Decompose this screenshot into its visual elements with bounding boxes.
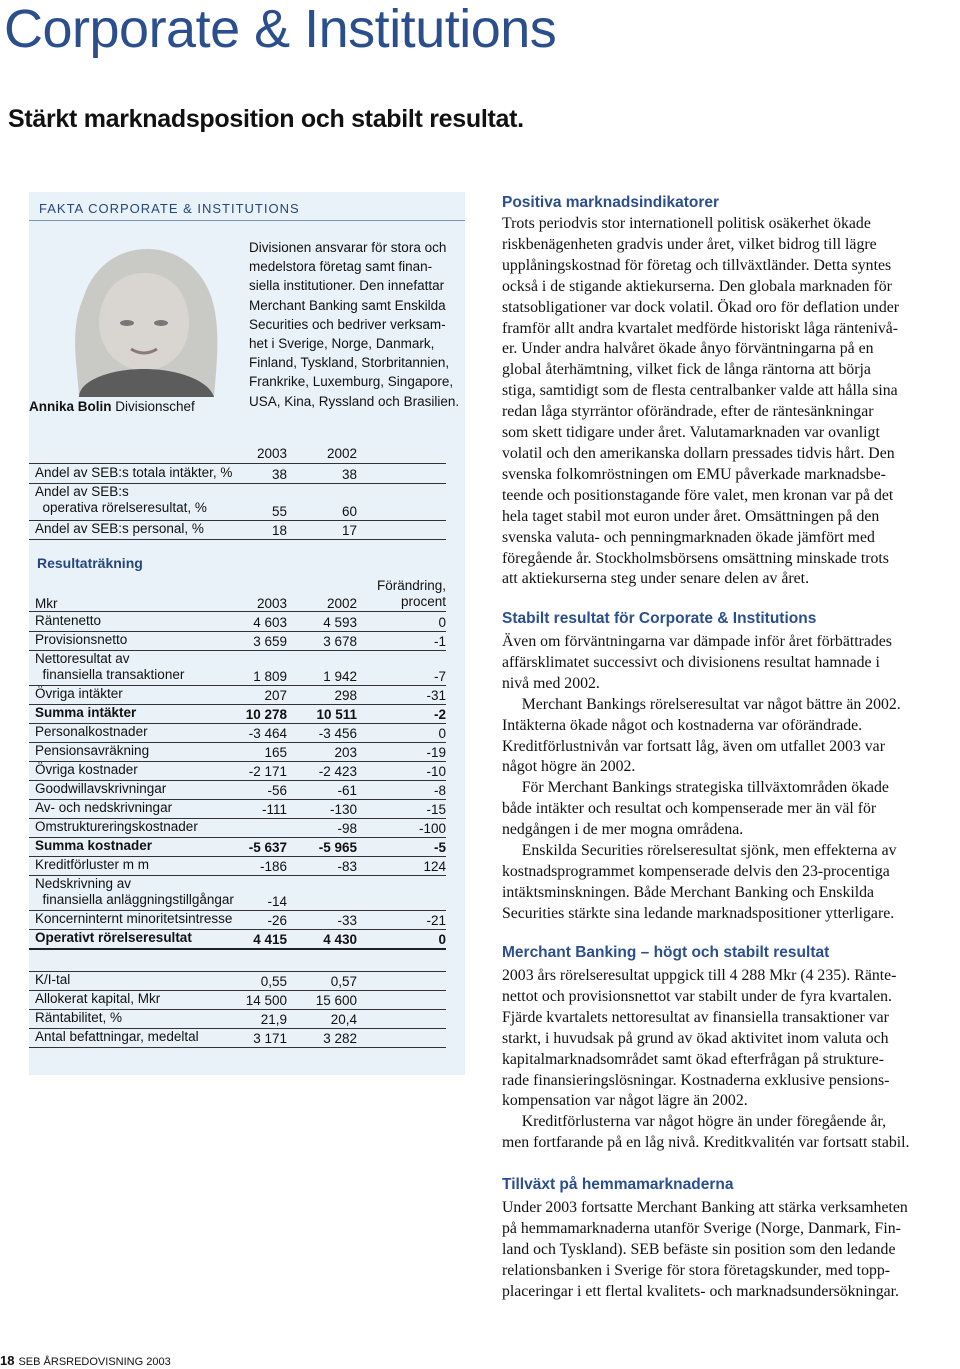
value-2003: 10 278 bbox=[245, 707, 287, 722]
value-2003: -2 171 bbox=[248, 764, 287, 779]
change-percent: -5 bbox=[433, 840, 446, 855]
value-2002: -130 bbox=[329, 802, 357, 817]
fact-box-heading: FAKTA CORPORATE & INSTITUTIONS bbox=[39, 201, 300, 216]
value-2003: 4 603 bbox=[253, 615, 287, 630]
value-2003: 3 171 bbox=[253, 1031, 287, 1046]
section-heading: Merchant Banking – högt och stabilt resultat bbox=[502, 944, 830, 961]
portrait-role: Divisionschef bbox=[115, 399, 195, 414]
row-label: Övriga intäkter bbox=[35, 686, 123, 701]
col-header-2002: 2002 bbox=[326, 446, 357, 461]
change-percent: -8 bbox=[433, 783, 446, 798]
value-2003: 4 415 bbox=[253, 932, 287, 947]
row-label: Summa kostnader bbox=[35, 838, 153, 853]
income-table-row bbox=[29, 876, 446, 910]
row-label: Nedskrivning av finansiella anläggningstillgångar bbox=[35, 876, 234, 907]
income-table-row bbox=[29, 632, 446, 650]
value-2002: 203 bbox=[334, 745, 357, 760]
row-label: Kreditförluster m m bbox=[35, 857, 150, 872]
value-2002: 60 bbox=[341, 504, 357, 519]
value-2002: 15 600 bbox=[315, 993, 357, 1008]
income-table-row bbox=[29, 762, 446, 780]
footer-text: SEB ÅRSREDOVISNING 2003 bbox=[18, 1356, 171, 1368]
change-percent: -1 bbox=[433, 634, 446, 649]
row-label: Pensionsavräkning bbox=[35, 743, 150, 758]
page-number: 18 bbox=[0, 1353, 15, 1368]
income-table-row bbox=[29, 838, 446, 856]
value-2002: 20,4 bbox=[330, 1012, 357, 1027]
income-table-row bbox=[29, 613, 446, 631]
row-label: Allokerat kapital, Mkr bbox=[35, 991, 161, 1006]
value-2002: -98 bbox=[337, 821, 357, 836]
page-footer bbox=[0, 1353, 171, 1368]
change-percent: -10 bbox=[426, 764, 446, 779]
value-2002: 10 511 bbox=[316, 707, 357, 722]
row-label: Andel av SEB:s personal, % bbox=[35, 521, 204, 536]
value-2003: -5 637 bbox=[248, 840, 287, 855]
row-label: Övriga kostnader bbox=[35, 762, 138, 777]
value-2002: -33 bbox=[337, 913, 357, 928]
value-2002: 17 bbox=[341, 523, 357, 538]
row-label: Goodwillavskrivningar bbox=[35, 781, 167, 796]
section-body: Under 2003 fortsatte Merchant Banking att stärka verksamheten på hemmamarknaderna utanför Sverige (Norge, Danmark, Fin- land och Tyskland). SEB befäste sin position som den ledande relationsbanken i Sverige för stora företagskunder, med topp- placeringar i ett flertal kvalitets- och marknadsundersökningar. bbox=[502, 1199, 908, 1300]
fact-box bbox=[29, 192, 465, 1075]
col-header-2002: 2002 bbox=[326, 596, 357, 611]
value-2003: 3 659 bbox=[253, 634, 287, 649]
portrait-name: Annika Bolin bbox=[29, 399, 112, 414]
value-2003: 55 bbox=[271, 504, 287, 519]
value-2002: 0,57 bbox=[330, 974, 357, 989]
value-2003: -111 bbox=[261, 802, 287, 817]
table-rule bbox=[29, 1047, 446, 1048]
key-figures-row bbox=[29, 1010, 446, 1028]
row-label: Omstruktureringskostnader bbox=[35, 819, 198, 834]
value-2003: 14 500 bbox=[245, 993, 287, 1008]
value-2002: -5 965 bbox=[318, 840, 357, 855]
income-table-row bbox=[29, 724, 446, 742]
value-2002: 4 430 bbox=[323, 932, 357, 947]
value-2003: -56 bbox=[267, 783, 287, 798]
value-2003: -26 bbox=[267, 913, 287, 928]
row-label: Andel av SEB:s totala intäkter, % bbox=[35, 465, 233, 480]
value-2002: 4 593 bbox=[323, 615, 357, 630]
section-heading: Stabilt resultat för Corporate & Institutions bbox=[502, 610, 817, 627]
value-2002: -2 423 bbox=[318, 764, 357, 779]
value-2003: 165 bbox=[264, 745, 287, 760]
income-table-row bbox=[29, 857, 446, 875]
change-percent: -100 bbox=[418, 821, 446, 836]
income-table-row bbox=[29, 705, 446, 723]
page-subtitle: Stärkt marknadsposition och stabilt resultat. bbox=[8, 105, 524, 133]
change-percent: 124 bbox=[423, 859, 446, 874]
value-2003: 0,55 bbox=[260, 974, 287, 989]
income-table-row bbox=[29, 743, 446, 761]
value-2002: 3 678 bbox=[323, 634, 357, 649]
income-table-row bbox=[29, 781, 446, 799]
value-2003: -186 bbox=[259, 859, 287, 874]
change-percent: -31 bbox=[426, 688, 446, 703]
income-table-header bbox=[29, 578, 446, 612]
row-label: Andel av SEB:s operativa rörelseresultat, % bbox=[35, 484, 207, 515]
value-2002: -83 bbox=[337, 859, 357, 874]
share-table-header bbox=[29, 446, 446, 462]
col-header-label: Mkr bbox=[35, 596, 58, 611]
row-label: Räntabilitet, % bbox=[35, 1010, 123, 1025]
share-table-row bbox=[29, 521, 446, 539]
value-2003: 21,9 bbox=[260, 1012, 287, 1027]
portrait-photo bbox=[39, 241, 239, 397]
table-rule bbox=[29, 539, 446, 540]
change-percent: -21 bbox=[426, 913, 446, 928]
col-header-2003: 2003 bbox=[256, 596, 287, 611]
col-header-change: Förändring, bbox=[376, 578, 446, 593]
change-percent: -2 bbox=[433, 707, 446, 722]
value-2003: 38 bbox=[271, 467, 287, 482]
section-heading: Tillväxt på hemmamarknaderna bbox=[502, 1176, 734, 1193]
key-figures-row bbox=[29, 991, 446, 1009]
row-label: K/I-tal bbox=[35, 972, 71, 987]
section-body: 2003 års rörelseresultat uppgick till 4 288 Mkr (4 235). Ränte- nettot och provisionsnettot var stabilt under de fyra kvartalen. Fjärde kvartalets nettoresultat av finansiella transaktioner var starkt, i huvudsak på grund av ökad aktivitet inom valuta och kapitalmarknadsområdet samt ökad efterfrågan på strukture- rade finansieringslösningar. Kostnaderna exklusive pensions- kompensation var något lägre än 2002. Kreditförlusterna var något högre än under föregående år, men fortfarande på en låg nivå. Kreditkvalitén var fortsatt stabil. bbox=[502, 967, 910, 1152]
value-2003: 1 809 bbox=[253, 669, 287, 684]
value-2002: 38 bbox=[341, 467, 357, 482]
section-heading: Positiva marknadsindikatorer bbox=[502, 194, 720, 211]
col-header-change-unit: procent bbox=[400, 594, 446, 609]
income-statement-heading: Resultaträkning bbox=[37, 555, 143, 571]
division-intro: Divisionen ansvarar för stora och medelstora företag samt finan- siella institutioner. Den innefattar Merchant Banking samt Enskilda Securities och bedriver verksam- het i Sverige, Norge, Danmark, Finland, Tyskland, Storbritannien, Frankrike, Luxemburg, Singapore, USA, Kina, Ryssland och Brasilien. bbox=[249, 240, 460, 409]
value-2002: -61 bbox=[337, 783, 357, 798]
row-label: Summa intäkter bbox=[35, 705, 137, 720]
row-label: Personalkostnader bbox=[35, 724, 148, 739]
portrait-caption bbox=[29, 399, 195, 414]
table-rule bbox=[29, 463, 446, 464]
row-label: Nettoresultat av finansiella transaktioner bbox=[35, 651, 185, 682]
value-2003: 207 bbox=[264, 688, 287, 703]
income-table-row bbox=[29, 911, 446, 929]
income-table-row bbox=[29, 800, 446, 818]
share-table-row bbox=[29, 465, 446, 483]
row-label: Provisionsnetto bbox=[35, 632, 128, 647]
income-table-row bbox=[29, 819, 446, 837]
value-2002: 3 282 bbox=[323, 1031, 357, 1046]
share-table-row bbox=[29, 484, 446, 520]
key-figures-row bbox=[29, 972, 446, 990]
row-label: Antal befattningar, medeltal bbox=[35, 1029, 199, 1044]
page-title: Corporate & Institutions bbox=[4, 0, 557, 59]
income-table-row bbox=[29, 686, 446, 704]
income-table-row bbox=[29, 651, 446, 685]
value-2002: 298 bbox=[334, 688, 357, 703]
fact-box-rule bbox=[29, 220, 465, 221]
value-2003: -3 464 bbox=[248, 726, 287, 741]
row-label: Av- och nedskrivningar bbox=[35, 800, 173, 815]
section-body: Även om förväntningarna var dämpade inför året förbättrades affärsklimatet successivt och divisionens resultat hamnade i nivå med 2002. Merchant Bankings rörelseresultat var något bättre än 2002. Intäkterna ökade något och kostnaderna var oförändrade. Kreditförlustnivån var fortsatt låg, även om utfallet 2003 var något högre än 2002. För Merchant Bankings strategiska tillväxtområden ökade både intäkter och resultat och kompenserade mer än väl för nedgången i de mer mogna områdena. Enskilda Securities rörelseresultat sjönk, men effekterna av kostnadsprogrammet kompenserade delvis den 23-procentiga intäktsminskningen. Både Merchant Banking och Enskilda Securities stärkte sina ledande marknadspositioner ytterligare. bbox=[502, 633, 901, 922]
row-label: Koncerninternt minoritetsintresse bbox=[35, 911, 233, 926]
value-2002: 1 942 bbox=[323, 669, 357, 684]
key-figures-row bbox=[29, 1029, 446, 1047]
row-label: Operativt rörelseresultat bbox=[35, 930, 192, 945]
col-header-2003: 2003 bbox=[256, 446, 287, 461]
change-percent: 0 bbox=[438, 932, 446, 947]
value-2003: -14 bbox=[267, 894, 287, 909]
section-body: Trots periodvis stor internationell politisk osäkerhet ökade riskbenägenheten gradvis under året, vilket bidrog till lägre upplåningskostnad för företag och tillväxtländer. Detta syntes också i de stigande aktiekurserna. Den globala marknaden för statsobligationer var dock volatil. Ökad oro för deflation under framför allt andra kvartalet medförde historiskt låga räntenivå- er. Under andra halvåret ökade ånyo förväntningarna på en global återhämtning, vilket fick de långa räntorna att börja stiga, samtidigt som de flesta centralbanker valde att hålla sina redan låga styrräntor oförändrade, efter de räntesänkningar som skett tidigare under året. Valutamarknaden var ovanligt volatil och den amerikanska dollarn pressades tidvis hårt. Den svenska folkomröstningen om EMU påverkade marknadsbe- teende och positionstagande före valet, men kronan var på det hela taget stabil mot euron under året. Omsättningen på den svenska valuta- och penningmarknaden ökade jämfört med föregående år. Stockholmsbörsens omsättning minskade trots att aktiekurserna steg under senare delen av året. bbox=[502, 215, 900, 588]
change-percent: -19 bbox=[426, 745, 446, 760]
income-table-row bbox=[29, 930, 446, 948]
change-percent: 0 bbox=[438, 726, 446, 741]
table-rule bbox=[29, 611, 446, 612]
table-rule bbox=[29, 948, 446, 950]
change-percent: -7 bbox=[433, 669, 446, 684]
row-label: Räntenetto bbox=[35, 613, 102, 628]
value-2003: 18 bbox=[271, 523, 287, 538]
change-percent: -15 bbox=[426, 802, 446, 817]
value-2002: -3 456 bbox=[318, 726, 357, 741]
change-percent: 0 bbox=[438, 615, 446, 630]
